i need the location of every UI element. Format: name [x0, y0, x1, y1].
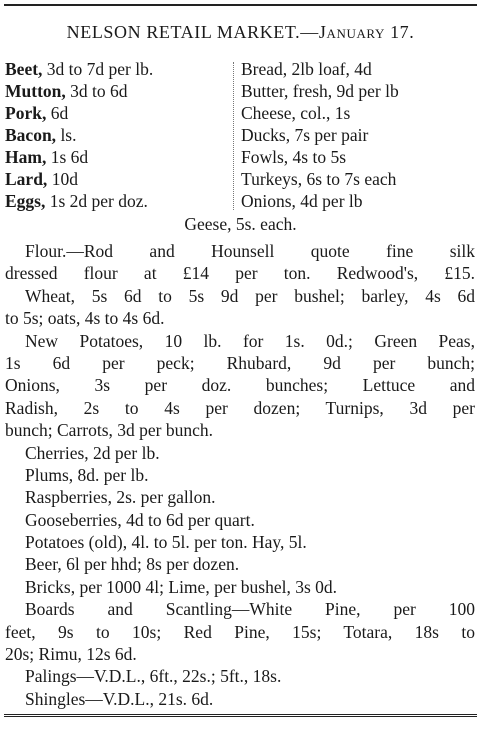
- text-line: Plums, 8d. per lb.: [25, 464, 149, 485]
- price-value: ls.: [56, 125, 77, 145]
- price-item: Mutton,: [5, 81, 66, 101]
- price-row: Onions, 4d per lb: [241, 191, 363, 211]
- text-line: Palings—V.D.L., 6ft., 22s.; 5ft., 18s.: [25, 666, 282, 687]
- price-row: [5, 124, 230, 146]
- price-row: Ducks, 7s per pair: [241, 125, 369, 145]
- text-line: 1s 6d per peck; Rhubard, 9d per bunch;: [5, 352, 475, 373]
- text-line: New Potatoes, 10 lb. for 1s. 0d.; Green Peas,: [25, 330, 475, 351]
- price-row: Butter, fresh, 9d per lb: [241, 81, 399, 101]
- price-value: 1s 6d: [46, 147, 89, 167]
- price-row: [5, 168, 230, 190]
- price-row: [5, 58, 230, 80]
- price-value: 3d to 7d per lb.: [42, 59, 154, 79]
- text-line: Beer, 6l per hhd; 8s per dozen.: [25, 554, 240, 575]
- heading-date: January 17.: [318, 22, 415, 42]
- text-line: Bricks, per 1000 4l; Lime, per bushel, 3s 0d.: [25, 576, 338, 597]
- price-item: Lard,: [5, 169, 48, 189]
- text-line: Raspberries, 2s. per gallon.: [25, 487, 216, 508]
- market-heading: [0, 20, 481, 44]
- heading-main: NELSON RETAIL MARKET.—: [66, 22, 319, 42]
- price-row: [5, 102, 230, 124]
- text-line: Radish, 2s to 4s per dozen; Turnips, 3d per: [5, 397, 475, 418]
- column-divider: [233, 62, 234, 210]
- price-row: Turkeys, 6s to 7s each: [241, 169, 397, 189]
- text-line: Shingles—V.D.L., 21s. 6d.: [25, 688, 214, 709]
- price-value: 6d: [46, 103, 69, 123]
- top-rule: [4, 4, 477, 6]
- price-item: Ham,: [5, 147, 47, 167]
- text-line: 20s; Rimu, 12s 6d.: [5, 644, 137, 665]
- price-item: Eggs,: [5, 191, 46, 211]
- price-row: Cheese, col., 1s: [241, 103, 351, 123]
- price-value: 1s 2d per doz.: [45, 191, 148, 211]
- price-row: [5, 190, 230, 212]
- price-value: 10d: [47, 169, 78, 189]
- text-line: bunch; Carrots, 3d per bunch.: [5, 420, 214, 441]
- text-line: Cherries, 2d per lb.: [25, 442, 160, 463]
- price-row: [5, 146, 230, 168]
- meat-price-column: [5, 58, 230, 212]
- text-line: Onions, 3s per doz. bunches; Lettuce and: [5, 375, 475, 396]
- market-notes: [5, 240, 475, 710]
- price-row: [5, 80, 230, 102]
- text-line: Gooseberries, 4d to 6d per quart.: [25, 509, 255, 530]
- text-line: Flour.—Rod and Hounsell quote fine silk: [25, 241, 475, 261]
- price-columns: [5, 58, 477, 212]
- price-row: Bread, 2lb loaf, 4d: [241, 59, 372, 79]
- text-line: Wheat, 5s 6d to 5s 9d per bushel; barley, 4s 6d: [25, 285, 475, 306]
- price-item: Beet,: [5, 59, 43, 79]
- provisions-price-column: [241, 58, 481, 212]
- text-line: dressed flour at £14 per ton. Redwood's, £15.: [5, 263, 475, 284]
- price-item: Pork,: [5, 103, 47, 123]
- geese-price: Geese, 5s. each.: [184, 214, 297, 234]
- text-line: to 5s; oats, 4s to 4s 6d.: [5, 308, 165, 329]
- price-value: 3d to 6d: [65, 81, 128, 101]
- bottom-rule: [4, 714, 477, 717]
- text-line: Boards and Scantling—White Pine, per 100: [25, 599, 475, 620]
- text-line: feet, 9s to 10s; Red Pine, 15s; Totara, 18s to: [5, 621, 475, 642]
- price-item: Bacon,: [5, 125, 57, 145]
- price-row: Fowls, 4s to 5s: [241, 147, 347, 167]
- text-line: Potatoes (old), 4l. to 5l. per ton. Hay, 5l.: [25, 532, 307, 553]
